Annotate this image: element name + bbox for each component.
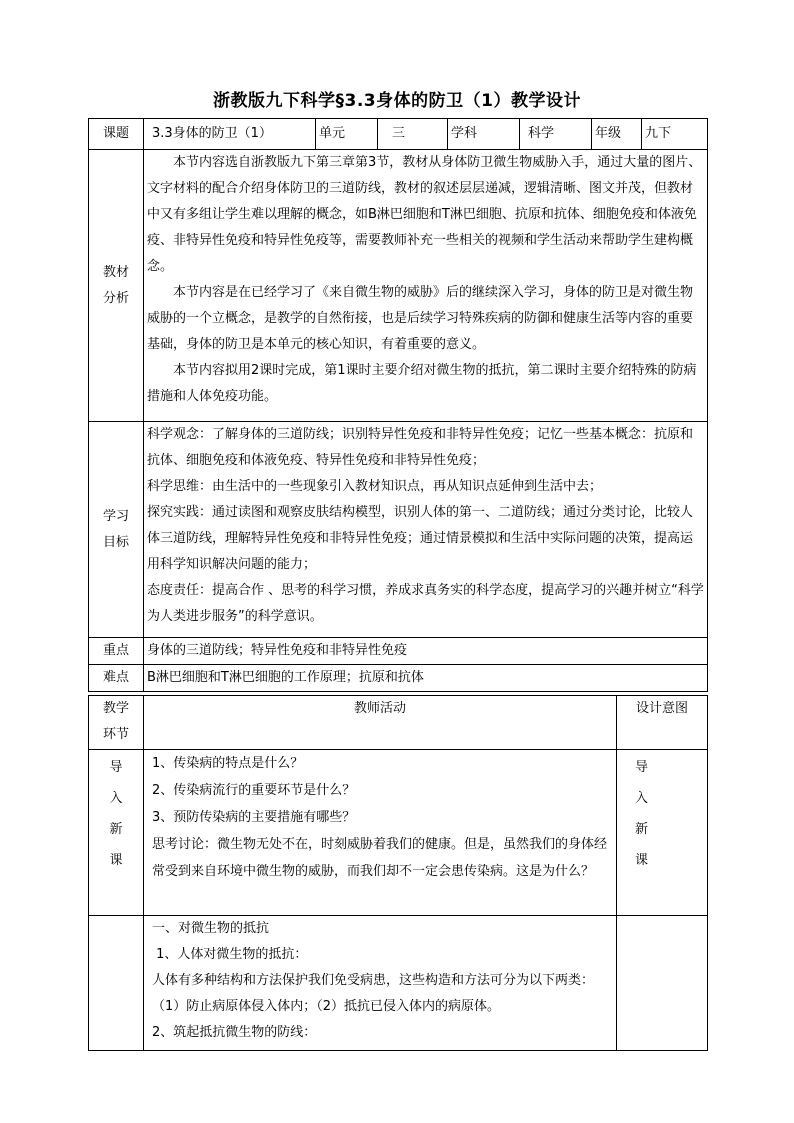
unit-value: 三 <box>378 119 448 150</box>
intent-char: 入 <box>635 791 649 806</box>
objective-item: 科学观念：了解身体的三道防线；识别特异性免疫和非特异性免疫；记忆一些基本概念：抗原和抗体、细胞免疫和体液免疫、特异性免疫和非特异性免疫； <box>147 427 694 468</box>
difficulty-row <box>89 665 708 692</box>
new-lesson-line: 1、人体对微生物的抵抗： <box>152 947 308 962</box>
teaching-process-table <box>88 695 708 1051</box>
new-lesson-line: 2、筑起抵抗微生物的防线： <box>152 1025 317 1040</box>
intro-row <box>89 750 708 916</box>
new-lesson-line: 人体有多种结构和方法保护我们免受病患，这些构造和方法可分为以下两类： <box>152 973 595 988</box>
objectives-content <box>144 422 708 638</box>
new-lesson-activity-cell <box>144 916 617 1051</box>
key-point-row <box>89 638 708 665</box>
unit-label: 单元 <box>316 119 378 150</box>
teacher-activity-header: 教师活动 <box>144 696 617 750</box>
topic-row <box>89 119 708 150</box>
objectives-label-line2: 目标 <box>102 534 129 550</box>
document-title: 浙教版九下科学§3.3身体的防卫（1）教学设计 <box>213 91 581 111</box>
analysis-label <box>89 150 144 422</box>
analysis-label-line1: 教材 <box>102 264 129 280</box>
new-lesson-line: （1）防止病原体侵入体内；（2）抵抗已侵入体内的病原体。 <box>152 999 501 1014</box>
intro-line: 思考讨论：微生物无处不在，时刻威胁着我们的健康。但是，虽然我们的身体经常受到来自环境中微生物的威胁，而我们却不一定会患传染病。这是为什么？ <box>152 837 608 879</box>
stage-char: 导 <box>109 760 123 775</box>
intent-char: 新 <box>635 822 649 837</box>
new-lesson-intent-cell <box>617 916 708 1051</box>
grade-value: 九下 <box>642 119 708 150</box>
analysis-paragraph: 本节内容拟用2课时完成，第1课时主要介绍对微生物的抵抗，第二课时主要介绍特殊的防病措施和人体免疫功能。 <box>147 363 697 404</box>
new-lesson-line: 一、对微生物的抵抗 <box>152 921 270 936</box>
objectives-label-line1: 学习 <box>102 508 129 524</box>
intent-char: 导 <box>635 760 649 775</box>
intent-char: 课 <box>635 853 649 868</box>
new-lesson-stage-cell <box>89 916 144 1051</box>
analysis-paragraph: 本节内容是在已经学习了《来自微生物的威胁》后的继续深入学习，身体的防卫是对微生物威胁的一个立概念，是教学的自然衔接，也是后续学习特殊疾病的防御和健康生活等内容的重要基础，身体的防卫是本单元的核心知识，有着重要的意义。 <box>147 285 694 352</box>
analysis-paragraph: 本节内容选自浙教版九下第三章第3节，教材从身体防卫微生物威胁入手，通过大量的图片、文字材料的配合介绍身体防卫的三道防线，教材的叙述层层递减，逻辑清晰、图文并茂，但教材中又有多组让学生难以理解的概念，如B淋巴细胞和T淋巴细胞、抗原和抗体、细胞免疫和体液免疫、非特异性免疫和特异性免疫等，需要教师补充一些相关的视频和学生活动来帮助学生建构概念。 <box>147 155 702 274</box>
stage-char: 课 <box>109 853 123 868</box>
intro-intent-cell <box>617 750 708 916</box>
intro-line: 2、传染病流行的重要环节是什么？ <box>152 783 356 798</box>
key-point-label: 重点 <box>89 638 144 665</box>
objectives-label <box>89 422 144 638</box>
objective-item: 态度责任：提高合作 、思考的科学习惯，养成求真务实的科学态度，提高学习的兴趣并树立“科学为人类进步服务”的科学意识。 <box>147 583 704 624</box>
analysis-content <box>144 150 708 422</box>
new-lesson-row <box>89 916 708 1051</box>
objectives-row <box>89 422 708 638</box>
analysis-label-line2: 分析 <box>102 290 129 306</box>
objective-item: 探究实践：通过读图和观察皮肤结构模型，识别人体的第一、二道防线；通过分类讨论，比较人体三道防线，理解特异性免疫和非特异性免疫；通过情景模拟和生活中实际问题的决策，提高运用科学知识解决问题的能力； <box>147 505 694 572</box>
intro-line: 1、传染病的特点是什么？ <box>152 756 304 771</box>
intro-stage-cell <box>89 750 144 916</box>
key-point-value: 身体的三道防线；特异性免疫和非特异性免疫 <box>144 638 708 665</box>
intro-line: 3、预防传染病的主要措施有哪些？ <box>152 810 356 825</box>
stage-header-line1: 教学 <box>102 701 129 716</box>
process-header-row <box>89 696 708 750</box>
grade-label: 年级 <box>592 119 642 150</box>
lesson-info-table <box>88 118 708 692</box>
subject-label: 学科 <box>448 119 520 150</box>
stage-char: 入 <box>109 791 123 806</box>
design-intent-header: 设计意图 <box>617 696 708 750</box>
stage-column-header <box>89 696 144 750</box>
objective-item: 科学思维：由生活中的一些现象引入教材知识点，再从知识点延伸到生活中去； <box>147 479 603 494</box>
difficulty-value: B淋巴细胞和T淋巴细胞的工作原理；抗原和抗体 <box>144 665 708 692</box>
difficulty-label: 难点 <box>89 665 144 692</box>
topic-value: 3.3身体的防卫（1） <box>144 119 316 150</box>
subject-value: 科学 <box>520 119 592 150</box>
intro-activity-cell <box>144 750 617 916</box>
topic-label: 课题 <box>89 119 144 150</box>
stage-header-line2: 环节 <box>102 727 129 742</box>
stage-char: 新 <box>109 822 123 837</box>
analysis-row <box>89 150 708 422</box>
